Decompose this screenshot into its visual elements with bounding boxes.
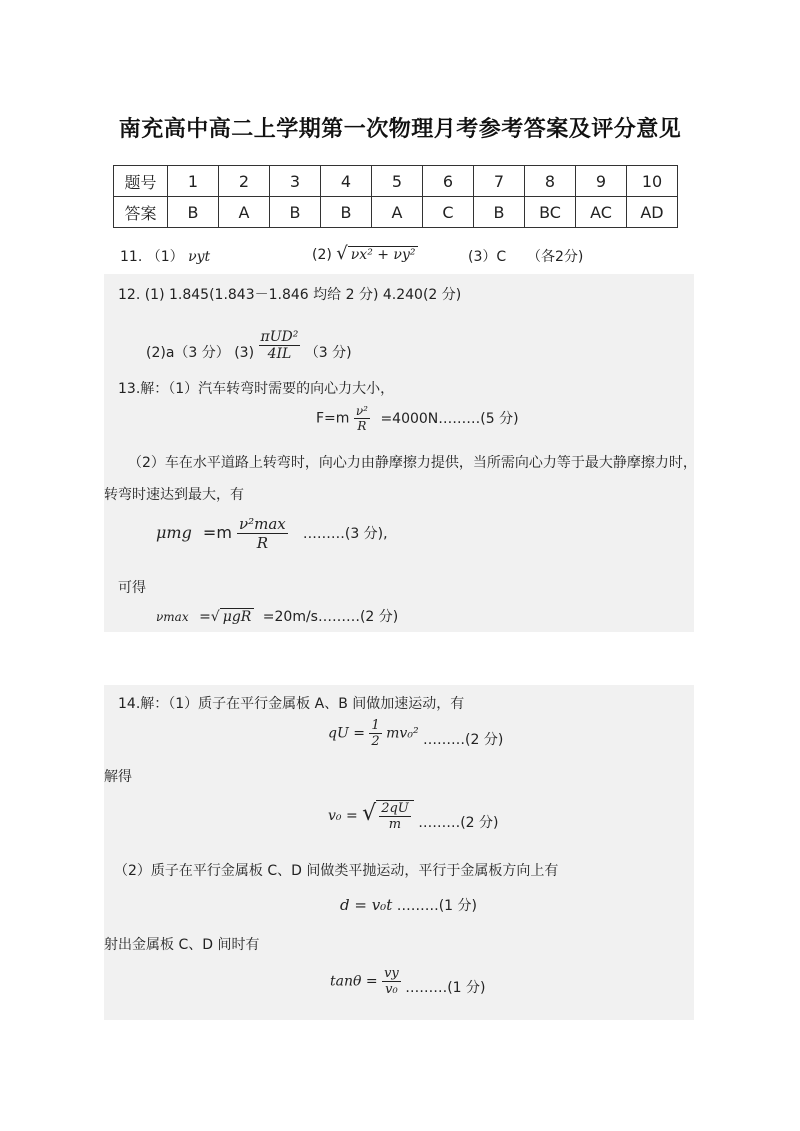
q13-part2-line2: 转弯时速达到最大，有	[104, 487, 244, 503]
table-cell: B	[168, 197, 219, 228]
q14-eq4: tanθ = $\frac{vy}{\text{v₀}}$ ………(1 分)	[330, 966, 486, 997]
table-cell: 2	[219, 166, 270, 197]
table-cell: BC	[525, 197, 576, 228]
q13-eq3: νmax =√ μgR =20m/s………(2 分)	[156, 609, 399, 625]
q14-exit: 射出金属板 C、D 间时有	[104, 937, 260, 953]
q12-line2: (2)a（3 分） (3) $\frac{\text{πUD²}}{4IL}$ （3 分)	[146, 329, 352, 362]
sqrt-sign: √	[336, 243, 348, 264]
table-row	[114, 197, 678, 228]
table-cell: A	[219, 197, 270, 228]
table-cell: A	[372, 197, 423, 228]
table-cell: 7	[474, 166, 525, 197]
q14-intro: 14.解：（1）质子在平行金属板 A、B 间做加速运动，有	[118, 696, 465, 712]
table-header-cell: 题号	[114, 166, 168, 197]
q13-eq2: μmg =m $\frac{\text{ν²max}}{R}$ ………(3 分),	[156, 515, 388, 552]
q11-part2-math: νx² + νy²	[348, 246, 419, 263]
q14-eq1: qU = $\frac{1}{2}$ mv₀² ………(2 分)	[328, 718, 504, 749]
table-cell: 4	[321, 166, 372, 197]
q11-score: （各2分)	[527, 249, 584, 265]
q14-solve: 解得	[104, 769, 132, 785]
q13-eq1: F=m $\frac{\text{ν²}}{R}$ =4000N………(5 分)	[316, 404, 519, 433]
table-cell: 1	[168, 166, 219, 197]
q11-label: 11. （1） νyt	[120, 249, 211, 265]
table-cell: 3	[270, 166, 321, 197]
table-cell: 9	[576, 166, 627, 197]
sqrt-sign: √	[362, 801, 377, 826]
table-cell: B	[474, 197, 525, 228]
q11-part2: (2) √ νx² + νy²	[312, 243, 418, 264]
table-row	[114, 166, 678, 197]
q12-line1: 12. (1) 1.845(1.843－1.846 均给 2 分) 4.240(2 分)	[118, 287, 462, 303]
q13-intro: 13.解：（1）汽车转弯时需要的向心力大小，	[118, 381, 395, 397]
table-cell: 5	[372, 166, 423, 197]
q14-eq2: v₀ = √ $\frac{2qU}{m}$ ………(2 分)	[328, 801, 499, 832]
table-cell: AD	[627, 197, 678, 228]
q13-conclude: 可得	[118, 580, 146, 596]
table-cell: C	[423, 197, 474, 228]
q13-part2-line1: （2）车在水平道路上转弯时，向心力由静摩擦力提供，当所需向心力等于最大静摩擦力时，	[128, 455, 697, 471]
q14-part2: （2）质子在平行金属板 C、D 间做类平抛运动，平行于金属板方向上有	[114, 863, 559, 879]
q14-eq3: d = v₀t ………(1 分)	[340, 896, 477, 914]
table-cell: 6	[423, 166, 474, 197]
q11-part1-math: νyt	[188, 249, 211, 265]
table-cell: B	[321, 197, 372, 228]
table-cell: AC	[576, 197, 627, 228]
answer-table	[113, 165, 678, 228]
table-cell: B	[270, 197, 321, 228]
q11-part3: (3）C	[468, 249, 507, 265]
sqrt-sign: √	[210, 609, 220, 625]
table-cell: 10	[627, 166, 678, 197]
table-cell: 8	[525, 166, 576, 197]
page-title: 南充高中高二上学期第一次物理月考参考答案及评分意见	[118, 117, 682, 142]
q12-fraction: $\frac{\text{πUD²}}{4IL}$	[260, 329, 299, 362]
table-header-cell: 答案	[114, 197, 168, 228]
